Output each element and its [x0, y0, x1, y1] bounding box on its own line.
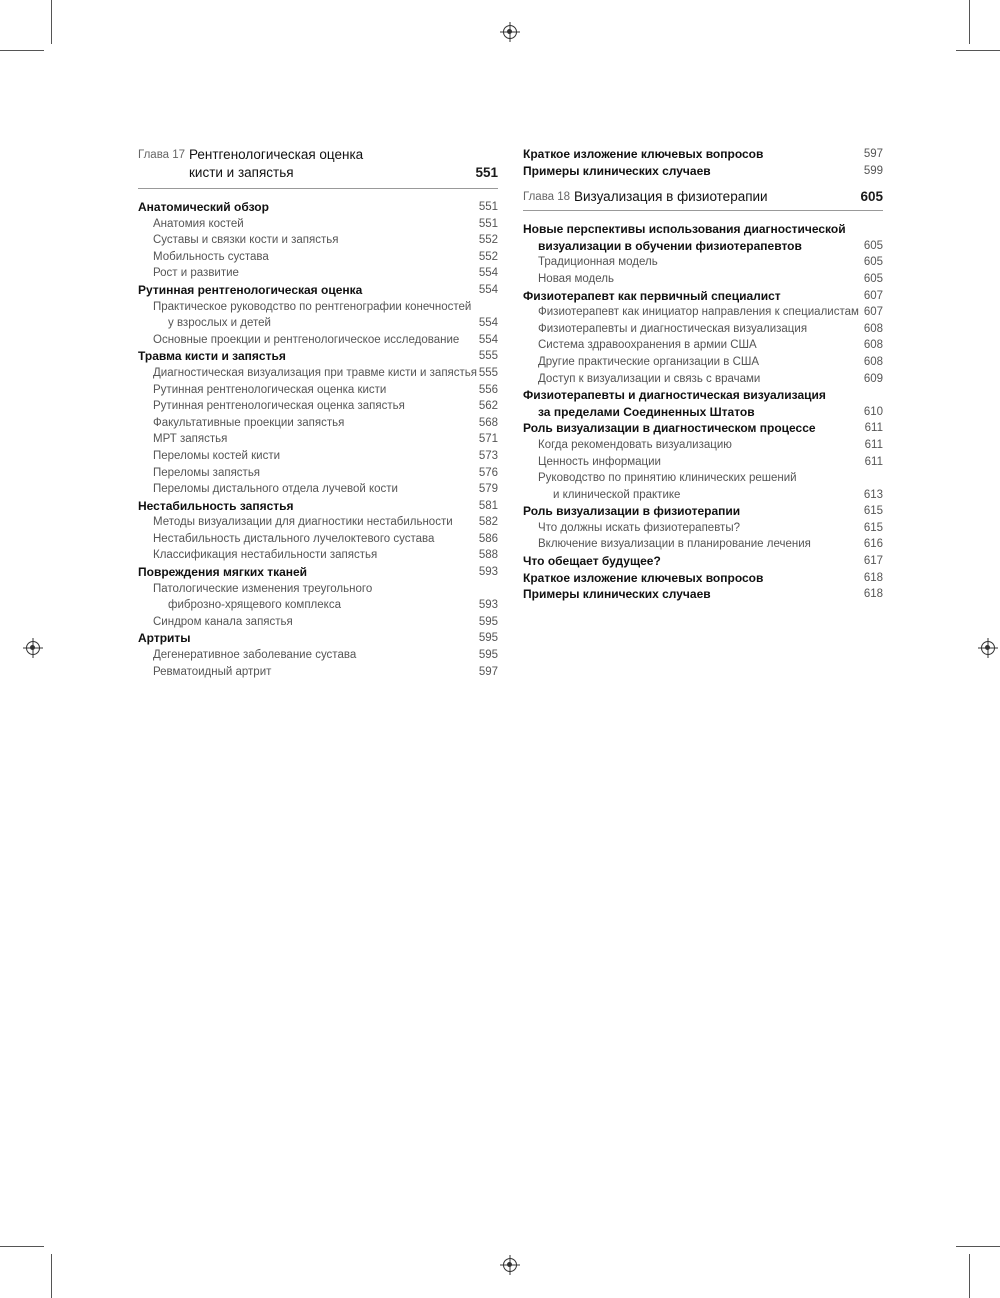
toc-subsection-entry[interactable]	[523, 454, 883, 471]
toc-left-column	[138, 146, 498, 680]
toc-entry-page: 554	[478, 267, 498, 280]
toc-entry-page: 556	[478, 383, 498, 396]
toc-entry-text: Переломы дистального отдела лучевой кости	[153, 483, 398, 496]
toc-entry-text: Артриты	[138, 631, 191, 646]
toc-entry-text: Что обещает будущее?	[523, 554, 661, 569]
crop-mark	[969, 0, 970, 44]
toc-section-entry[interactable]	[138, 282, 498, 299]
chapter-title-line1[interactable]: Рентгенологическая оценка	[189, 147, 364, 162]
toc-entry-text: Физиотерапевт как первичный специалист	[523, 288, 781, 303]
toc-entry-page: 595	[478, 615, 498, 628]
toc-section-entry[interactable]	[523, 163, 883, 180]
crop-mark	[0, 1246, 44, 1247]
toc-entry-text: Краткое изложение ключевых вопросов	[523, 570, 764, 585]
toc-entry-text: Практическое руководство по рентгенографии конечностей	[153, 300, 472, 313]
toc-subsection-entry[interactable]	[523, 536, 883, 553]
toc-entry-text: Роль визуализации в физиотерапии	[523, 504, 741, 519]
toc-entry-text: Патологические изменения треугольного	[153, 582, 373, 595]
toc-entry-page: 597	[478, 665, 498, 678]
toc-entries-continued	[523, 146, 883, 179]
toc-subsection-entry[interactable]	[523, 487, 883, 504]
toc-subsection-entry[interactable]	[523, 254, 883, 271]
toc-subsection-entry[interactable]	[138, 382, 498, 399]
toc-section-entry[interactable]	[138, 564, 498, 581]
toc-entry-text: Традиционная модель	[538, 256, 658, 269]
toc-entry-text: Когда рекомендовать визуализацию	[538, 438, 732, 451]
toc-entry-page: 582	[478, 516, 498, 529]
registration-mark-icon	[503, 1258, 517, 1272]
toc-entry-page: 593	[478, 599, 498, 612]
toc-entry-page: 571	[478, 433, 498, 446]
toc-entry-text: Физиотерапевты и диагностическая визуализация	[523, 388, 826, 403]
crop-mark	[956, 1246, 1000, 1247]
toc-section-entry[interactable]	[138, 498, 498, 515]
toc-entry-page: 609	[863, 372, 883, 385]
toc-entry-page: 618	[863, 588, 883, 601]
toc-entry-text: Рутинная рентгенологическая оценка	[138, 282, 363, 297]
toc-entry-text: фиброзно-хрящевого комплекса	[168, 599, 341, 612]
toc-subsection-entry[interactable]	[138, 365, 498, 382]
toc-entry-page: 554	[478, 333, 498, 346]
toc-entry-text: Повреждения мягких тканей	[138, 565, 308, 580]
toc-subsection-entry[interactable]	[523, 321, 883, 338]
toc-right-column	[523, 146, 883, 603]
toc-entry-page: 568	[478, 416, 498, 429]
toc-entry-page: 579	[478, 483, 498, 496]
toc-entry-text: Новые перспективы использования диагностической	[523, 222, 846, 237]
toc-entries	[523, 221, 883, 603]
toc-entry-page: 552	[478, 250, 498, 263]
toc-entry-text: Физиотерапевт как инициатор направления к специалистам	[538, 306, 859, 319]
toc-entry-page: 593	[478, 566, 498, 579]
toc-section-entry[interactable]	[138, 199, 498, 216]
toc-entry-page: 608	[863, 355, 883, 368]
toc-entries	[138, 199, 498, 680]
toc-section-entry[interactable]	[523, 586, 883, 603]
toc-section-entry[interactable]	[523, 238, 883, 255]
toc-entry-page: 551	[478, 201, 498, 213]
toc-entry-page: 607	[863, 306, 883, 319]
toc-subsection-entry[interactable]	[138, 614, 498, 631]
toc-entry-text: Примеры клинических случаев	[523, 587, 711, 602]
toc-subsection-entry[interactable]	[138, 249, 498, 266]
toc-entry-page: 588	[478, 549, 498, 562]
registration-mark-icon	[26, 641, 40, 655]
toc-entry-page: 607	[863, 289, 883, 302]
toc-subsection-entry[interactable]	[523, 354, 883, 371]
toc-section-entry[interactable]	[523, 146, 883, 163]
toc-entry-page: 608	[863, 339, 883, 352]
toc-entry-text: Переломы запястья	[153, 466, 261, 479]
toc-subsection-entry[interactable]	[138, 664, 498, 681]
toc-subsection-entry[interactable]	[138, 581, 498, 598]
toc-entry-page: 615	[863, 505, 883, 518]
chapter-title-line1[interactable]: Визуализация в физиотерапии	[574, 189, 768, 205]
toc-subsection-entry[interactable]	[138, 514, 498, 531]
toc-entry-page: 618	[863, 571, 883, 584]
toc-entry-page: 555	[478, 350, 498, 363]
toc-entry-text: Роль визуализации в диагностическом процессе	[523, 421, 816, 436]
toc-subsection-entry[interactable]	[138, 332, 498, 349]
toc-subsection-entry[interactable]	[138, 448, 498, 465]
toc-subsection-entry[interactable]	[138, 415, 498, 432]
toc-entry-page: 615	[863, 521, 883, 534]
toc-entry-text: Классификация нестабильности запястья	[153, 549, 378, 562]
toc-entry-page: 610	[863, 405, 883, 418]
toc-entry-text: Нестабильность дистального лучелоктевого сустава	[153, 532, 435, 545]
toc-subsection-entry[interactable]	[523, 271, 883, 288]
toc-subsection-entry[interactable]	[138, 547, 498, 564]
toc-entry-text: у взрослых и детей	[168, 317, 271, 330]
crop-mark	[51, 1254, 52, 1298]
toc-subsection-entry[interactable]	[138, 216, 498, 233]
toc-entry-page: 617	[863, 555, 883, 568]
toc-entry-text: Ревматоидный артрит	[153, 665, 272, 678]
toc-entry-text: Краткое изложение ключевых вопросов	[523, 147, 764, 161]
toc-entry-page: 554	[478, 317, 498, 330]
toc-entry-text: Включение визуализации в планирование лечения	[538, 538, 811, 551]
toc-section-entry[interactable]	[523, 387, 883, 404]
registration-mark-icon	[503, 25, 517, 39]
toc-entry-text: Факультативные проекции запястья	[153, 416, 345, 429]
toc-entry-page: 597	[863, 148, 883, 160]
toc-entry-page: 576	[478, 466, 498, 479]
toc-entry-text: Физиотерапевты и диагностическая визуализация	[538, 322, 808, 335]
toc-entry-page: 586	[478, 532, 498, 545]
toc-subsection-entry[interactable]	[523, 437, 883, 454]
toc-subsection-entry[interactable]	[138, 398, 498, 415]
toc-entry-text: Травма кисти и запястья	[138, 349, 286, 364]
crop-mark	[0, 50, 44, 51]
toc-entry-text: Новая модель	[538, 272, 614, 285]
toc-section-entry[interactable]	[523, 404, 883, 421]
chapter-17-heading	[138, 146, 498, 189]
crop-mark	[956, 50, 1000, 51]
chapter-page[interactable]: 551	[475, 165, 498, 180]
toc-entry-text: Мобильность сустава	[153, 250, 269, 263]
toc-section-entry[interactable]	[138, 348, 498, 365]
toc-entry-page: 554	[478, 283, 498, 296]
crop-mark	[969, 1254, 970, 1298]
toc-subsection-entry[interactable]	[138, 431, 498, 448]
toc-entry-page: 613	[863, 488, 883, 501]
toc-entry-text: и клинической практике	[553, 488, 681, 501]
toc-entry-text: Нестабильность запястья	[138, 498, 294, 513]
toc-section-entry[interactable]	[523, 553, 883, 570]
toc-section-entry[interactable]	[523, 570, 883, 587]
toc-entry-text: МРТ запястья	[153, 433, 228, 446]
toc-subsection-entry[interactable]	[138, 465, 498, 482]
toc-entry-text: Доступ к визуализации и связь с врачами	[538, 372, 761, 385]
toc-subsection-entry[interactable]	[523, 470, 883, 487]
toc-entry-text: визуализации в обучении физиотерапевтов	[538, 238, 802, 253]
toc-subsection-entry[interactable]	[523, 371, 883, 388]
toc-subsection-entry[interactable]	[138, 597, 498, 614]
toc-subsection-entry[interactable]	[523, 520, 883, 537]
toc-entry-text: Анатомический обзор	[138, 200, 269, 214]
registration-mark-icon	[981, 641, 995, 655]
toc-entry-page: 616	[863, 538, 883, 551]
toc-entry-text: Примеры клинических случаев	[523, 163, 711, 178]
toc-entry-text: Рост и развитие	[153, 267, 239, 280]
toc-subsection-entry[interactable]	[138, 481, 498, 498]
toc-entry-text: Другие практические организации в США	[538, 355, 760, 368]
toc-section-entry[interactable]	[523, 503, 883, 520]
toc-entry-page: 552	[478, 234, 498, 247]
toc-entry-page: 562	[478, 400, 498, 413]
toc-section-entry[interactable]	[523, 420, 883, 437]
toc-section-entry[interactable]	[523, 221, 883, 238]
toc-subsection-entry[interactable]	[138, 531, 498, 548]
toc-entry-page: 611	[864, 438, 883, 451]
chapter-page[interactable]: 605	[860, 189, 883, 205]
toc-entry-text: Методы визуализации для диагностики нестабильности	[153, 516, 453, 529]
toc-subsection-entry[interactable]	[523, 337, 883, 354]
toc-entry-text: Дегенеративное заболевание сустава	[153, 649, 357, 662]
toc-entry-text: Синдром канала запястья	[153, 615, 293, 628]
toc-entry-page: 573	[478, 449, 498, 462]
toc-entry-page: 605	[863, 239, 883, 252]
toc-subsection-entry[interactable]	[138, 265, 498, 282]
toc-entry-page: 595	[478, 632, 498, 645]
toc-subsection-entry[interactable]	[138, 647, 498, 664]
toc-subsection-entry[interactable]	[138, 315, 498, 332]
toc-entry-text: Рутинная рентгенологическая оценка кисти	[153, 383, 387, 396]
toc-entry-text: Что должны искать физиотерапевты?	[538, 521, 740, 534]
toc-entry-text: за пределами Соединенных Штатов	[538, 404, 755, 419]
toc-section-entry[interactable]	[523, 288, 883, 305]
toc-subsection-entry[interactable]	[138, 232, 498, 249]
toc-entry-page: 599	[863, 164, 883, 177]
toc-entry-text: Основные проекции и рентгенологическое исследование	[153, 333, 460, 346]
chapter-label: Глава 18	[523, 191, 571, 204]
toc-entry-text: Ценность информации	[538, 455, 661, 468]
toc-entry-text: Система здравоохранения в армии США	[538, 339, 757, 352]
toc-subsection-entry[interactable]	[138, 299, 498, 316]
chapter-label: Глава 17	[138, 149, 186, 161]
toc-entry-page: 605	[863, 272, 883, 285]
toc-entry-text: Переломы костей кисти	[153, 449, 281, 462]
toc-entry-page: 611	[864, 455, 883, 468]
toc-entry-page: 605	[863, 256, 883, 269]
toc-entry-page: 581	[478, 499, 498, 512]
chapter-title-line2[interactable]: кисти и запястья	[189, 165, 294, 180]
toc-subsection-entry[interactable]	[523, 304, 883, 321]
toc-entry-text: Диагностическая визуализация при травме кисти и запястья	[153, 366, 478, 379]
crop-mark	[51, 0, 52, 44]
toc-entry-page: 611	[864, 422, 883, 435]
toc-entry-page: 608	[863, 322, 883, 335]
toc-section-entry[interactable]	[138, 630, 498, 647]
toc-entry-text: Суставы и связки кости и запястья	[153, 234, 339, 247]
toc-entry-text: Анатомия костей	[153, 217, 244, 230]
toc-entry-page: 551	[478, 217, 498, 230]
toc-entry-text: Рутинная рентгенологическая оценка запястья	[153, 400, 405, 413]
toc-entry-page: 595	[478, 649, 498, 662]
toc-entry-page: 555	[478, 366, 498, 379]
chapter-18-heading	[523, 188, 883, 211]
toc-entry-text: Руководство по принятию клинических решений	[538, 472, 797, 485]
